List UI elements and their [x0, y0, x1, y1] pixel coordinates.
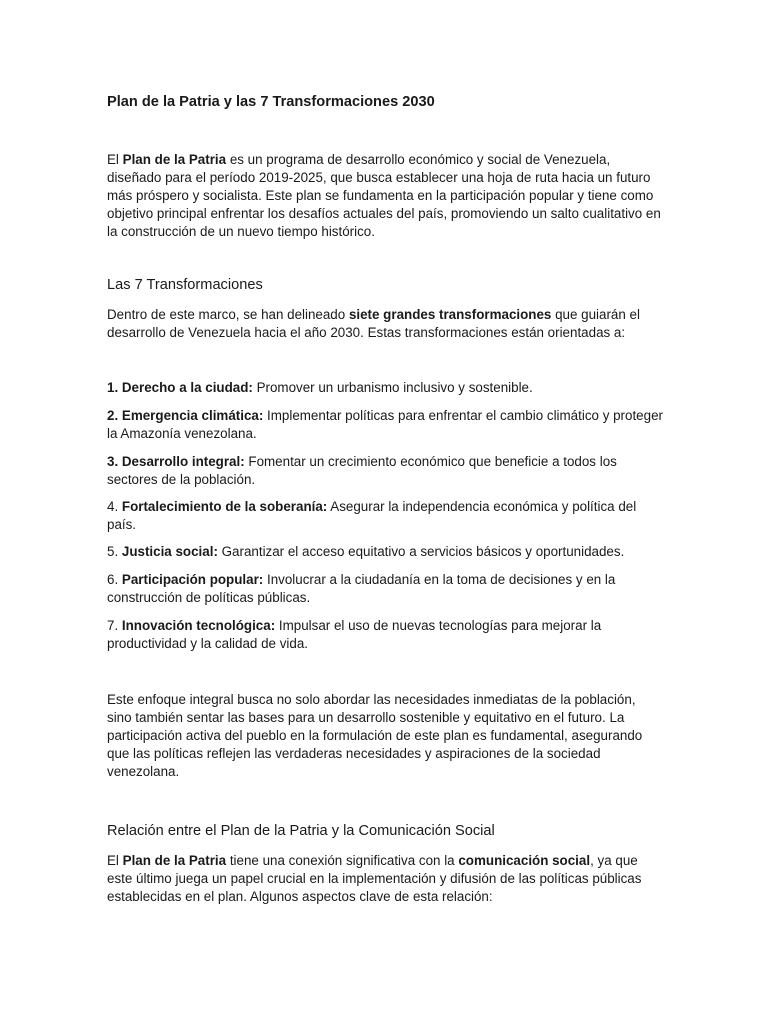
list-item-number: 2.: [107, 408, 122, 423]
list-item-term: Fortalecimiento de la soberanía:: [121, 499, 328, 514]
list-item: [107, 379, 663, 397]
conclusion-paragraph: Este enfoque integral busca no solo abordar las necesidades inmediatas de la población, sino también sentar las bases para un desarrollo sostenible y equitativo en el futuro. La participación activa del pueblo en la formulación de este plan es fundamental, asegurando que las políticas reflejen las verdaderas necesidades y aspiraciones de la sociedad venezolana.: [107, 692, 643, 779]
list-item-description: Fomentar un crecimiento económico que beneficie a todos los sectores de la población.: [107, 454, 617, 487]
list-item: [107, 498, 663, 534]
list-item-term: Emergencia climática:: [121, 408, 264, 423]
intro-bold-plan: Plan de la Patria: [122, 152, 227, 167]
list-item-number: 4.: [107, 499, 122, 514]
intro-text-1: El: [107, 152, 123, 167]
list-item-term: Desarrollo integral:: [121, 454, 245, 469]
list-item: [107, 543, 663, 561]
list-item-number: 3.: [107, 454, 122, 469]
list-item-term: Innovación tecnológica:: [121, 618, 276, 633]
list-item-number: 5.: [107, 544, 122, 559]
list-item-term: Derecho a la ciudad:: [121, 380, 253, 395]
list-item-number: 7.: [107, 618, 122, 633]
list-item: [107, 571, 663, 607]
section2-bold-comunicacion: comunicación social: [458, 853, 591, 868]
document-title: Plan de la Patria y las 7 Transformaciones 2030: [107, 94, 435, 110]
section1-intro-text-1: Dentro de este marco, se han delineado: [107, 307, 349, 322]
list-item: [107, 453, 663, 489]
list-item-description: Garantizar el acceso equitativo a servicios básicos y oportunidades.: [217, 544, 625, 559]
section2-text-1: El: [107, 853, 123, 868]
intro-text-2: es un programa de desarrollo económico y social de Venezuela, diseñado para el período 2019-2025, que busca establecer una hoja de ruta hacia un futuro más próspero y socialista. Este plan se fundamenta en la participación popular y tiene como objetivo principal enfrentar los desafíos actuales del país, promoviendo un salto cualitativo en la construcción de un nuevo tiempo histórico.: [107, 152, 661, 239]
list-item-description: Involucrar a la ciudadanía en la toma de decisiones y en la construcción de políticas públicas.: [107, 572, 616, 605]
list-item: [107, 617, 663, 653]
list-item-description: Implementar políticas para enfrentar el cambio climático y proteger la Amazonía venezolana.: [107, 408, 663, 441]
list-item-term: Participación popular:: [121, 572, 264, 587]
section1-intro-paragraph: [107, 306, 663, 342]
list-item-term: Justicia social:: [121, 544, 218, 559]
section2-text-2: tiene una conexión significativa con la: [226, 853, 459, 868]
list-item-description: Asegurar la independencia económica y política del país.: [107, 499, 637, 532]
list-item-description: Promover un urbanismo inclusivo y sostenible.: [252, 380, 533, 395]
list-item-number: 6.: [107, 572, 122, 587]
section1-intro-bold: siete grandes transformaciones: [348, 307, 552, 322]
list-item: [107, 407, 663, 443]
intro-paragraph: [107, 151, 663, 241]
section-heading-comunicacion: Relación entre el Plan de la Patria y la Comunicación Social: [107, 823, 495, 839]
list-item-description: Impulsar el uso de nuevas tecnologías para mejorar la productividad y la calidad de vida.: [107, 618, 602, 651]
section2-text-3: , ya que este último juega un papel crucial en la implementación y difusión de las políticas públicas establecidas en el plan. Algunos aspectos clave de esta relación:: [107, 853, 642, 904]
list-item-number: 1.: [107, 380, 122, 395]
section-heading-transformaciones: Las 7 Transformaciones: [107, 277, 263, 293]
section1-intro-text-2: que guiarán el desarrollo de Venezuela hacia el año 2030. Estas transformaciones están orientadas a:: [107, 307, 640, 340]
section2-paragraph: [107, 852, 663, 906]
section2-bold-plan: Plan de la Patria: [122, 853, 227, 868]
